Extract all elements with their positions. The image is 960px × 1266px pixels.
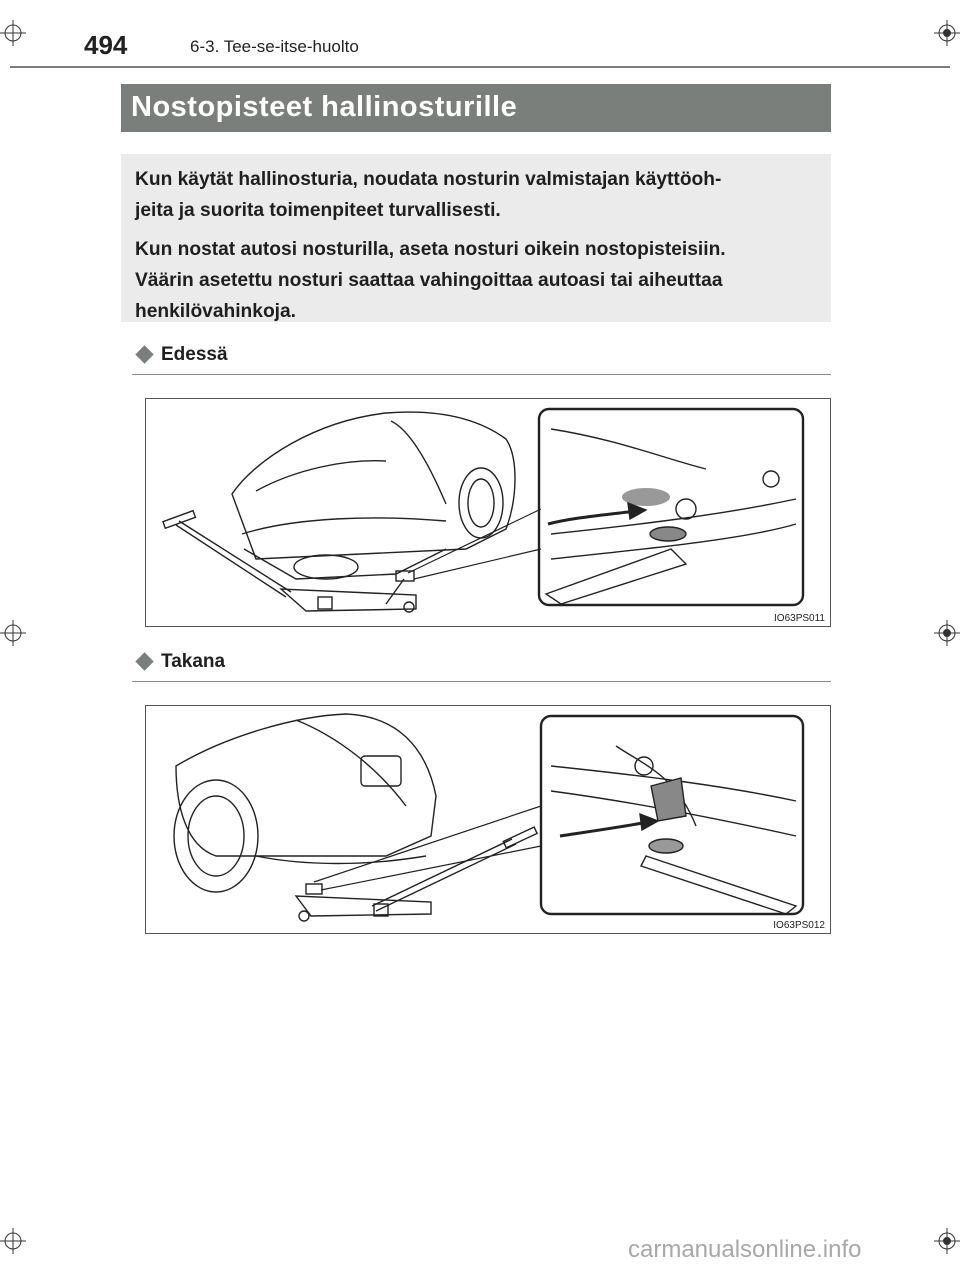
subsection-heading-rear (134, 651, 225, 673)
info-line-4: Väärin asetettu nosturi saattaa vahingoittaa autoasi tai aiheuttaa (135, 270, 723, 291)
crop-mark-top-left (0, 20, 26, 46)
figure-code-rear: IO63PS012 (773, 920, 825, 931)
crop-mark-mid-right (934, 620, 960, 646)
section-title: Nostopisteet hallinosturille (121, 84, 831, 132)
crop-mark-mid-left (0, 620, 26, 646)
diamond-icon (135, 345, 153, 363)
diamond-icon (135, 652, 153, 670)
crop-mark-top-right (934, 20, 960, 46)
info-line-1: Kun käytät hallinosturia, noudata nosturin valmistajan käyttöoh- (135, 169, 722, 190)
chapter-title: 6-3. Tee-se-itse-huolto (190, 37, 359, 56)
subsection-heading-front (134, 344, 228, 366)
header-rule (10, 66, 950, 68)
page-number: 494 (84, 30, 128, 60)
watermark: carmanualsonline.info (628, 1236, 862, 1263)
info-paragraph-2 (135, 234, 817, 327)
subsection-rule (132, 681, 831, 682)
rear-jacking-illustration (146, 706, 830, 933)
figure-code-front: IO63PS011 (774, 613, 825, 624)
info-paragraph-1 (135, 164, 817, 226)
crop-mark-bottom-right (934, 1228, 960, 1254)
subsection-rule (132, 374, 831, 375)
info-line-5: henkilövahinkoja. (135, 301, 297, 322)
crop-mark-bottom-left (0, 1228, 26, 1254)
figure-rear-jack-points (145, 705, 831, 934)
figure-front-jack-points (145, 398, 831, 627)
info-box (121, 154, 831, 322)
front-jacking-illustration (146, 399, 830, 626)
subsection-heading-text: Edessä (161, 344, 228, 365)
info-line-2: jeita ja suorita toimenpiteet turvallisesti. (135, 200, 501, 221)
info-line-3: Kun nostat autosi nosturilla, aseta nosturi oikein nostopisteisiin. (135, 239, 726, 260)
subsection-heading-text: Takana (161, 651, 226, 672)
